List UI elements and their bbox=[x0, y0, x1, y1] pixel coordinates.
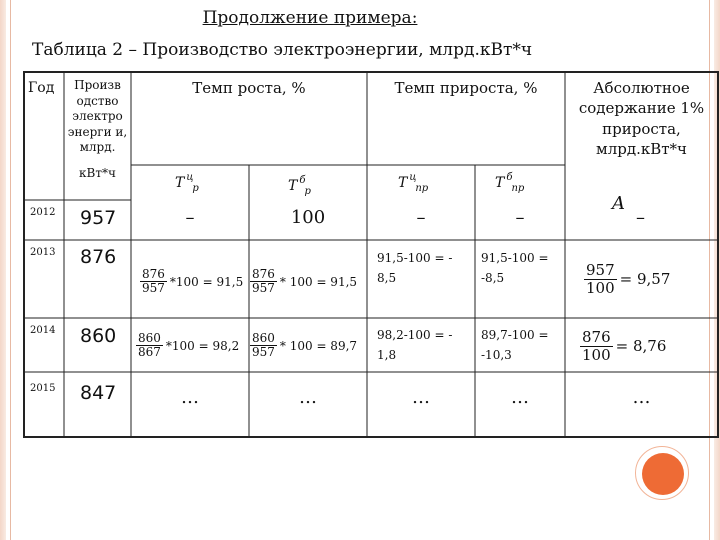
row-2014-growth-base: $\frac{860}{957}$ * 100 = 89,7 bbox=[252, 331, 358, 360]
symbol-growth-chain: T $^ц_р$ bbox=[175, 172, 199, 194]
decor-circle bbox=[642, 453, 684, 495]
row-2015-value: 847 bbox=[80, 382, 117, 404]
row-2012-value: 957 bbox=[80, 207, 117, 229]
row-2015-increase-chain: … bbox=[412, 387, 430, 408]
row-2014-increase-base: 89,7-100 = -10,3 bbox=[481, 328, 549, 363]
left-decor-rule bbox=[10, 0, 11, 540]
row-2014-absolute: $\frac{876}{100}$ = 8,76 bbox=[582, 328, 667, 364]
header-absolute: Абсолютное содержание 1% прироста, млрд.кВт*ч bbox=[578, 79, 705, 158]
row-2013-value: 876 bbox=[80, 246, 117, 268]
slide-subtitle: Продолжение примера: bbox=[202, 8, 418, 28]
header-increase-rate: Темп прироста, % bbox=[394, 79, 538, 97]
symbol-increase-base: T $^б_{пр}$ bbox=[495, 172, 525, 194]
header-year: Год bbox=[28, 80, 55, 96]
row-2014-increase-chain: 98,2-100 = - 1,8 bbox=[377, 328, 453, 363]
row-2015-year: 2015 bbox=[30, 383, 56, 394]
row-2013-year: 2013 bbox=[30, 247, 56, 258]
row-2015-growth-base: … bbox=[299, 387, 317, 408]
symbol-growth-base: T $^б_р$ bbox=[288, 175, 311, 197]
row-2012-increase-chain: – bbox=[416, 207, 426, 228]
row-2015-growth-chain: … bbox=[181, 387, 199, 408]
row-2015-absolute: … bbox=[632, 387, 651, 408]
symbol-absolute: A bbox=[612, 193, 625, 214]
table-title: Таблица 2 – Производство электроэнергии, млрд.кВт*ч bbox=[32, 40, 533, 60]
row-2015-increase-base: … bbox=[511, 387, 529, 408]
row-2012-growth-base: 100 bbox=[290, 207, 326, 228]
row-2013-increase-chain: 91,5-100 = - 8,5 bbox=[377, 251, 453, 286]
header-growth-rate: Темп роста, % bbox=[192, 79, 306, 97]
row-2014-year: 2014 bbox=[30, 325, 56, 336]
row-2012-year: 2012 bbox=[30, 207, 56, 218]
row-2013-growth-chain: $\frac{876}{957}$ *100 = 91,5 bbox=[142, 267, 244, 296]
header-production-unit: кВт*ч bbox=[79, 166, 116, 180]
left-decor-stripe bbox=[0, 0, 6, 540]
symbol-increase-chain: T $^ц_{пр}$ bbox=[398, 172, 429, 194]
row-2014-growth-chain: $\frac{860}{867}$ *100 = 98,2 bbox=[138, 331, 240, 360]
row-2014-value: 860 bbox=[80, 325, 117, 347]
row-2012-absolute: – bbox=[636, 207, 645, 228]
header-production: Произв одство электро энерги и, млрд. bbox=[67, 78, 128, 155]
row-2012-increase-base: – bbox=[515, 207, 525, 228]
row-2013-absolute: $\frac{957}{100}$ = 9,57 bbox=[586, 261, 671, 297]
row-2013-increase-base: 91,5-100 = -8,5 bbox=[481, 251, 549, 286]
row-2013-growth-base: $\frac{876}{957}$ * 100 = 91,5 bbox=[252, 267, 358, 296]
row-2012-growth-chain: – bbox=[185, 207, 195, 228]
